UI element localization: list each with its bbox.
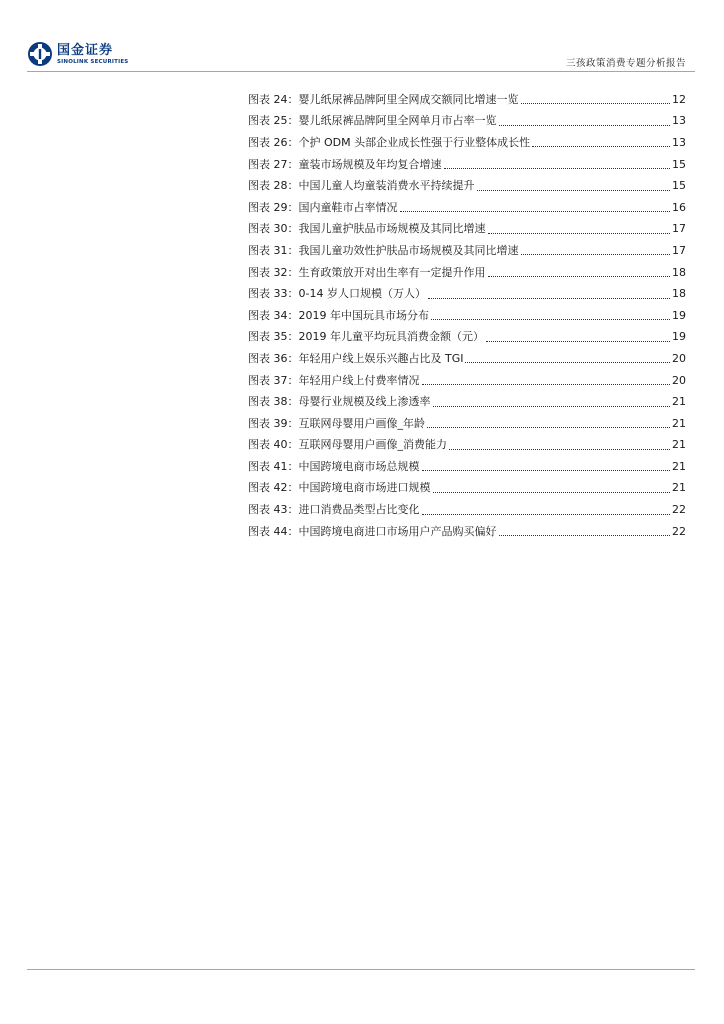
toc-entry[interactable]: [248, 154, 686, 176]
toc-entry[interactable]: [248, 370, 686, 392]
toc-dot-leader: [449, 449, 670, 450]
toc-entry[interactable]: [248, 391, 686, 413]
toc-entry-label: 图表 40：互联网母婴用户画像_消费能力: [248, 438, 447, 452]
toc-entry[interactable]: [248, 413, 686, 435]
toc-entry[interactable]: [248, 521, 686, 543]
toc-entry[interactable]: [248, 175, 686, 197]
toc-entry-label: 图表 33：0-14 岁人口规模（万人）: [248, 287, 426, 301]
toc-entry[interactable]: [248, 348, 686, 370]
toc-entry-page-number: 17: [672, 222, 686, 236]
toc-entry[interactable]: [248, 456, 686, 478]
toc-dot-leader: [499, 125, 671, 126]
toc-entry[interactable]: [248, 283, 686, 305]
toc-dot-leader: [521, 254, 671, 255]
toc-entry-label: 图表 41：中国跨境电商市场总规模: [248, 459, 420, 473]
toc-dot-leader: [465, 362, 670, 363]
toc-entry-page-number: 21: [672, 395, 686, 409]
toc-dot-leader: [422, 514, 671, 515]
toc-entry-page-number: 15: [672, 157, 686, 171]
toc-dot-leader: [477, 190, 671, 191]
toc-entry-label: 图表 29：国内童鞋市占率情况: [248, 200, 398, 214]
toc-entry[interactable]: [248, 478, 686, 500]
toc-dot-leader: [532, 146, 670, 147]
toc-entry[interactable]: [248, 499, 686, 521]
toc-entry-page-number: 18: [672, 287, 686, 301]
footer-divider: [27, 969, 695, 970]
toc-entry-label: 图表 26：个护 ODM 头部企业成长性强于行业整体成长性: [248, 135, 531, 149]
toc-entry-label: 图表 28：中国儿童人均童装消费水平持续提升: [248, 179, 475, 193]
figure-index-list: [248, 89, 686, 542]
toc-entry-page-number: 21: [672, 438, 686, 452]
toc-entry[interactable]: [248, 327, 686, 349]
toc-entry-page-number: 18: [672, 265, 686, 279]
toc-entry[interactable]: [248, 89, 686, 111]
toc-entry-page-number: 12: [672, 92, 686, 106]
toc-dot-leader: [431, 319, 670, 320]
toc-entry-label: 图表 38：母婴行业规模及线上渗透率: [248, 395, 431, 409]
toc-entry-label: 图表 32：生育政策放开对出生率有一定提升作用: [248, 265, 486, 279]
toc-dot-leader: [433, 492, 671, 493]
sinolink-logo-icon: [27, 41, 53, 67]
toc-dot-leader: [521, 103, 671, 104]
toc-entry-label: 图表 42：中国跨境电商市场进口规模: [248, 481, 431, 495]
report-title: 三孩政策消费专题分析报告: [565, 58, 686, 69]
toc-entry-label: 图表 44：中国跨境电商进口市场用户产品购买偏好: [248, 524, 497, 538]
toc-entry-label: 图表 30：我国儿童护肤品市场规模及其同比增速: [248, 222, 486, 236]
toc-entry-page-number: 13: [672, 135, 686, 149]
toc-dot-leader: [488, 276, 671, 277]
toc-entry-page-number: 20: [672, 351, 686, 365]
toc-entry-page-number: 22: [672, 503, 686, 517]
toc-entry[interactable]: [248, 197, 686, 219]
toc-entry-label: 图表 36：年轻用户线上娱乐兴趣占比及 TGI: [248, 351, 464, 365]
toc-dot-leader: [400, 211, 671, 212]
toc-entry[interactable]: [248, 111, 686, 133]
toc-entry[interactable]: [248, 132, 686, 154]
toc-entry-page-number: 21: [672, 416, 686, 430]
toc-dot-leader: [444, 168, 671, 169]
toc-entry-page-number: 20: [672, 373, 686, 387]
toc-entry-page-number: 15: [672, 179, 686, 193]
toc-entry-label: 图表 24：婴儿纸尿裤品牌阿里全网成交额同比增速一览: [248, 92, 519, 106]
toc-entry-page-number: 19: [672, 330, 686, 344]
toc-entry-page-number: 19: [672, 308, 686, 322]
toc-entry[interactable]: [248, 240, 686, 262]
toc-entry-label: 图表 27：童装市场规模及年均复合增速: [248, 157, 442, 171]
toc-dot-leader: [499, 535, 671, 536]
toc-entry-page-number: 16: [672, 200, 686, 214]
toc-dot-leader: [488, 233, 671, 234]
toc-dot-leader: [433, 406, 671, 407]
toc-entry-label: 图表 35：2019 年儿童平均玩具消费金额（元）: [248, 330, 484, 344]
toc-entry-page-number: 13: [672, 114, 686, 128]
toc-dot-leader: [422, 470, 671, 471]
toc-entry-label: 图表 39：互联网母婴用户画像_年龄: [248, 416, 425, 430]
toc-entry[interactable]: [248, 262, 686, 284]
logo-chinese-name: 国金证券: [57, 42, 114, 58]
header-divider: [27, 71, 695, 72]
toc-entry-page-number: 22: [672, 524, 686, 538]
toc-entry-label: 图表 37：年轻用户线上付费率情况: [248, 373, 420, 387]
toc-entry-label: 图表 34：2019 年中国玩具市场分布: [248, 308, 429, 322]
toc-entry-page-number: 21: [672, 481, 686, 495]
toc-entry-label: 图表 31：我国儿童功效性护肤品市场规模及其同比增速: [248, 243, 519, 257]
sinolink-logo: [27, 40, 128, 68]
toc-dot-leader: [422, 384, 671, 385]
toc-dot-leader: [427, 427, 670, 428]
logo-english-name: SINOLINK SECURITIES: [57, 58, 129, 65]
toc-entry-page-number: 17: [672, 243, 686, 257]
toc-dot-leader: [428, 298, 670, 299]
toc-entry-page-number: 21: [672, 459, 686, 473]
toc-entry[interactable]: [248, 219, 686, 241]
toc-entry[interactable]: [248, 305, 686, 327]
page-header: [0, 0, 724, 72]
toc-entry-label: 图表 25：婴儿纸尿裤品牌阿里全网单月市占率一览: [248, 114, 497, 128]
toc-entry[interactable]: [248, 435, 686, 457]
toc-dot-leader: [486, 341, 670, 342]
toc-entry-label: 图表 43：进口消费品类型占比变化: [248, 503, 420, 517]
